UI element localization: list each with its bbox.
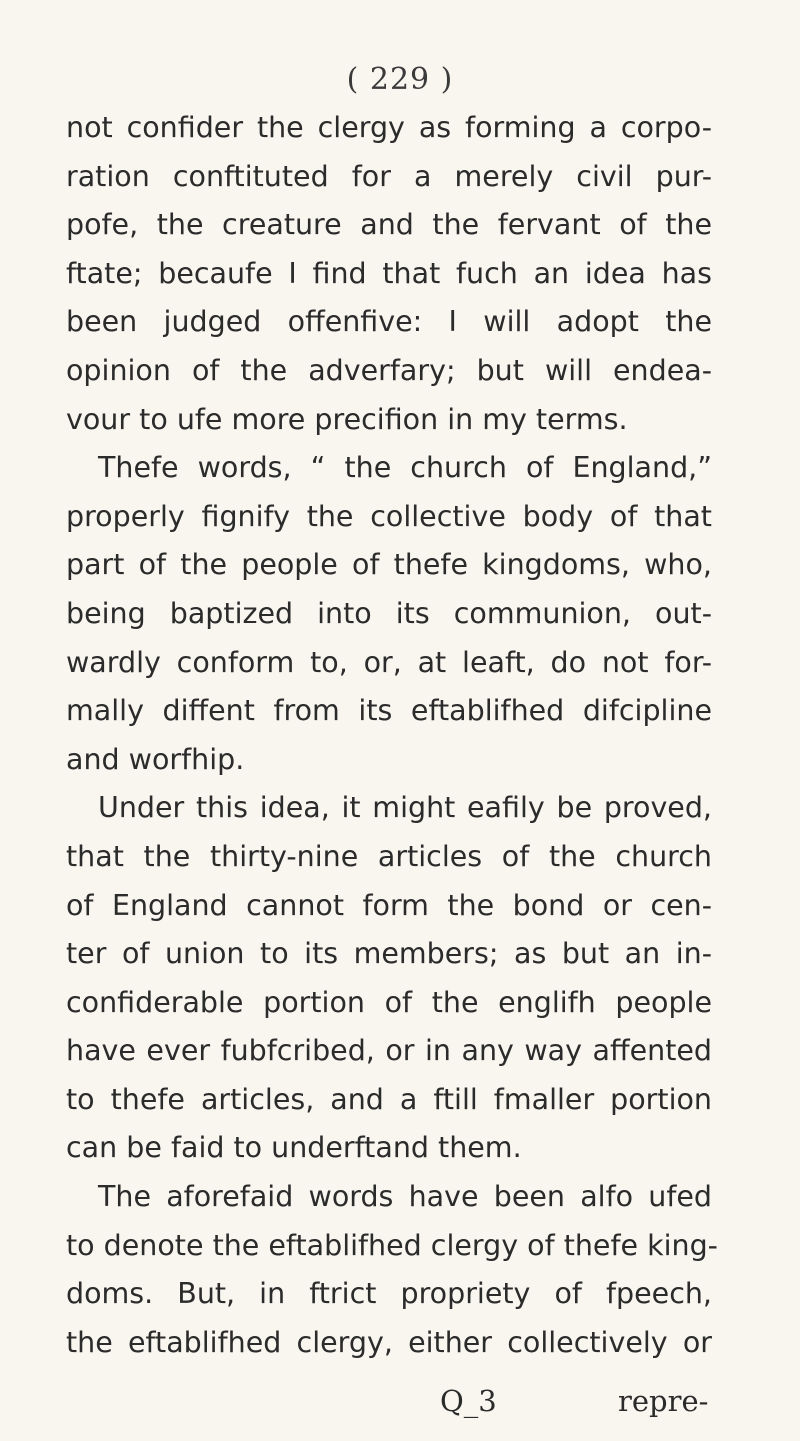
- text-line: and worfhip.: [66, 742, 245, 776]
- text-line: being baptized into its communion, out-: [66, 596, 712, 630]
- text-line: doms. But, in ftrict propriety of fpeech,: [66, 1277, 712, 1311]
- text-line: to denote the eftablifhed clergy of thefe king-: [66, 1228, 718, 1262]
- text-line: have ever fubfcribed, or in any way affented: [66, 1034, 712, 1068]
- text-line: the eftablifhed clergy, either collectively or: [66, 1325, 712, 1359]
- text-line: The aforefaid words have been alfo ufed: [98, 1180, 712, 1214]
- text-line: mally diffent from its eftablifhed difcipline: [66, 694, 712, 728]
- text-line: that the thirty-nine articles of the church: [66, 839, 712, 873]
- text-line: ter of union to its members; as but an in-: [66, 937, 712, 971]
- text-line: Under this idea, it might eafily be proved,: [98, 791, 712, 825]
- text-line: can be faid to underftand them.: [66, 1131, 522, 1165]
- signature-mark: Q_3: [440, 1384, 497, 1418]
- text-line: part of the people of thefe kingdoms, who,: [66, 548, 712, 582]
- body-text: [66, 104, 718, 1367]
- catchword: repre-: [618, 1384, 709, 1418]
- text-line: to thefe articles, and a ftill fmaller portion: [66, 1082, 712, 1116]
- text-line: confiderable portion of the englifh people: [66, 985, 712, 1019]
- text-line: Thefe words, “ the church of England,”: [98, 451, 712, 485]
- text-line: not confider the clergy as forming a corpo-: [66, 111, 712, 144]
- text-line: wardly conform to, or, at leaft, do not for-: [66, 645, 712, 679]
- page-footer: [0, 1384, 800, 1434]
- text-line: opinion of the adverfary; but will endea-: [66, 353, 712, 387]
- text-line: pofe, the creature and the fervant of the: [66, 208, 712, 242]
- text-line: vour to ufe more precifion in my terms.: [66, 402, 628, 436]
- text-line: been judged offenfive: I will adopt the: [66, 305, 712, 339]
- text-line: ftate; becaufe I find that fuch an idea has: [66, 256, 712, 290]
- text-line: properly fignify the collective body of that: [66, 499, 712, 533]
- text-line: ration conftituted for a merely civil pur-: [66, 159, 712, 193]
- page-number-header: ( 229 ): [346, 62, 454, 97]
- text-line: of England cannot form the bond or cen-: [66, 888, 712, 922]
